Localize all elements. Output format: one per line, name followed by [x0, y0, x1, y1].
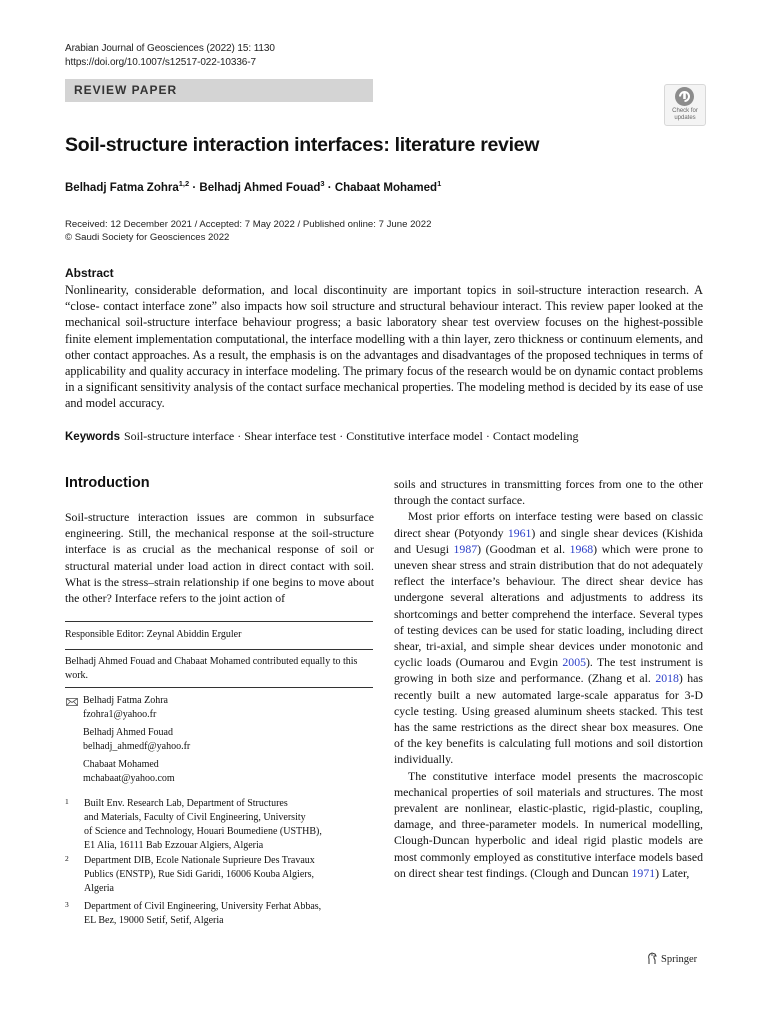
contact-name: Belhadj Fatma Zohra [83, 695, 168, 706]
abstract-text: Nonlinearity, considerable deformation, and local discontinuity are important topics in soil-structure interaction research. A “close- contact interface zone” also impacts how soil structure and structural behaviour interact. This review paper looked at the mechanical soil-structure interface behaviour progress; a basic laboratory shear test overview focuses on the highest-possible finite element implementation computational, the interface modelling with a thin layer, zero thickness or continuum elements, and other contact approaches. As a result, the emphasis is on the advantages and disadvantages of the proposed techniques in terms of applicability and quality accuracy in interface modeling. The primary focus of the research would be on dynamic contact problems in a significant sensitivity analysis of the contact surface mechanical properties. The modeling method is decided by its ease of use and model accuracy. [65, 283, 703, 411]
affiliation-line: Department DIB, Ecole Nationale Suprieure Des Travaux [84, 855, 315, 866]
introduction-heading: Introduction [65, 475, 150, 491]
affiliation-number: 2 [65, 854, 69, 863]
citation-link[interactable]: 2018 [655, 671, 679, 686]
introduction-left-text: Soil-structure interaction issues are common in subsurface engineering. Still, the mechanical response at the soil-structure interface is as crucial as the mechanical response of soil or structural material under load action in direct contact with soil. What is the stress–strain relationship if one begins to move about the other? Interface refers to the joint action of [65, 510, 374, 606]
affiliation-text [84, 854, 374, 896]
paragraph-text: Most prior efforts on interface testing were based on classic direct shear (Potyondy [394, 509, 703, 540]
contact-name: Belhadj Ahmed Fouad [83, 727, 173, 738]
springer-horse-icon [646, 952, 658, 965]
affiliation-line: Built Env. Research Lab, Department of Structures [84, 798, 288, 809]
envelope-icon [66, 698, 78, 706]
citation-link[interactable]: 2005 [562, 655, 586, 670]
paragraph-text: The constitutive interface model presents the macroscopic mechanical properties of soil materials and structures. The most prevalent are nonlinear, elastic-plastic, rigid-plastic, coupling, damage, and three-parameter models. In numerical modelling, Clough-Duncan hyperbolic and ideal rigid plastic models are most commonly employed as constitutive interface models based on direct shear test findings. (Clough and Duncan [394, 768, 703, 880]
affiliation-line: Algeria [84, 883, 114, 894]
keywords-line [65, 429, 705, 444]
affiliation-line: of Science and Technology, Houari Boumediene (USTHB), [84, 826, 322, 837]
publisher-name: Springer [661, 954, 698, 965]
footnote-divider [65, 621, 373, 622]
citation-link[interactable]: 1961 [507, 525, 532, 540]
keywords-label: Keywords [65, 431, 120, 443]
affiliation-number: 3 [65, 900, 69, 909]
paragraph-text: ) Later, [655, 865, 690, 880]
affiliation-line: Publics (ENSTP), Rue Sidi Garidi, 16006 Kouba Algiers, [84, 869, 314, 880]
check-badge-line1: Check for [672, 108, 698, 114]
author-affiliation: 3 [320, 179, 325, 188]
affiliation-number: 1 [65, 797, 69, 806]
paragraph: soils and structures in transmitting forces from one to the other through the contact surface. [394, 477, 703, 508]
footnote-divider [65, 649, 373, 650]
author-name[interactable]: Chabaat Mohamed [334, 181, 438, 194]
article-type-label: REVIEW PAPER [74, 83, 178, 97]
affiliation-text [84, 900, 374, 928]
contact-email[interactable]: mchabaat@yahoo.com [83, 773, 175, 784]
paragraph [394, 508, 703, 767]
paragraph-text: ). The test instrument is growing in both size and performance. (Zhang et al. [394, 655, 703, 686]
citation-link[interactable]: 1968 [569, 541, 594, 556]
publication-dates [65, 219, 431, 230]
publisher-logo [646, 952, 697, 965]
contribution-note: Belhadj Ahmed Fouad and Chabaat Mohamed contributed equally to this work. [65, 656, 358, 681]
keywords-list: Soil-structure interface · Shear interface test · Constitutive interface model · Contact modeling [123, 429, 579, 443]
contact-name: Chabaat Mohamed [83, 759, 159, 770]
paragraph-text: ) and single shear devices (Kishida and Uesugi [394, 525, 703, 556]
paragraph-text: ) which were prone to uneven shear stress and strain distribution that do not adequately reflect the interface’s behaviour. The direct shear device has undergone several alterations and adjustments to address its shortcomings and better comprehend the interface. Several types of testing devices can be used for static loading, including direct shear, tri-axial, and simple shear devices under monotonic and cyclic loads (Oumarou and Evgin [394, 541, 703, 670]
copyright-notice: © Saudi Society for Geosciences 2022 [65, 232, 230, 243]
author-affiliation: 1 [437, 179, 442, 188]
affiliation-line: and Materials, Faculty of Civil Engineering, University [84, 812, 306, 823]
doi-link[interactable]: https://doi.org/10.1007/s12517-022-10336-7 [65, 57, 256, 68]
affiliation-line: E1 Alia, 16111 Bab Ezzouar Algiers, Algeria [84, 840, 264, 851]
citation-link[interactable]: 1971 [631, 865, 656, 880]
contact-email[interactable]: belhadj_ahmedf@yahoo.fr [83, 741, 191, 752]
article-type-banner [65, 79, 373, 102]
contact-email[interactable]: fzohra1@yahoo.fr [83, 709, 157, 720]
responsible-editor-note: Responsible Editor: Zeynal Abiddin Erguler [65, 629, 242, 640]
author-name[interactable]: Belhadj Fatma Zohra [65, 181, 179, 194]
check-for-updates-icon [675, 87, 694, 106]
author-affiliation: 1,2 [178, 179, 190, 188]
abstract-heading: Abstract [65, 266, 114, 280]
paragraph-text: ) has recently built a new automated large-scale apparatus for 3-D cycle testing. Using greased aluminum sheets stacked. This test has the same restrictions as the direct shear box measures. One of the key benefits is calculating full motions and soil distortion individually. [394, 671, 703, 767]
author-list [65, 179, 441, 194]
check-for-updates-badge[interactable] [664, 84, 706, 126]
author-separator: · [189, 181, 200, 194]
journal-citation: Arabian Journal of Geosciences (2022) 15: 1130 [65, 43, 275, 54]
received-accepted-dates: Received: 12 December 2021 / Accepted: 7 May 2022 [65, 219, 295, 230]
published-date: / Published online: 7 June 2022 [294, 219, 432, 230]
affiliation-line: EL Bez, 19000 Setif, Setif, Algeria [84, 915, 224, 926]
affiliation-text [84, 797, 374, 853]
introduction-right-column [394, 476, 703, 881]
citation-link[interactable]: 1987 [453, 541, 478, 556]
affiliation-line: Department of Civil Engineering, University Ferhat Abbas, [84, 901, 322, 912]
paper-title: Soil-structure interaction interfaces: literature review [65, 134, 540, 156]
paragraph [394, 768, 703, 881]
check-badge-line2: updates [674, 115, 696, 121]
author-name[interactable]: Belhadj Ahmed Fouad [199, 181, 321, 194]
author-separator: · [324, 181, 335, 194]
footnote-divider [65, 687, 373, 688]
paragraph-text: ) (Goodman et al. [477, 541, 570, 556]
